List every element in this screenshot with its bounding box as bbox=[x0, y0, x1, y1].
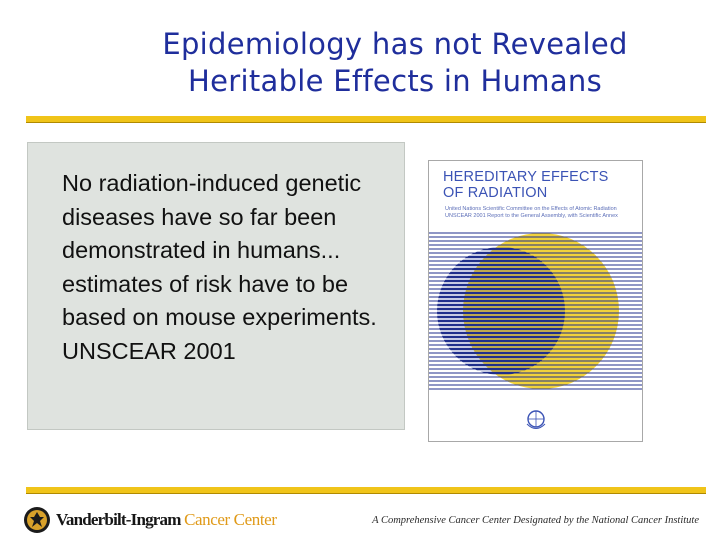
cover-subtitle: United Nations Scientific Committee on the Effects of Atomic Radiation UNSCEAR 2001 Report to the General Assembly, with Scientific Annex bbox=[445, 206, 618, 219]
brand-logo-text bbox=[56, 510, 277, 530]
cover-title bbox=[443, 169, 639, 201]
quote-source: UNSCEAR 2001 bbox=[62, 337, 236, 364]
quote-box bbox=[27, 142, 405, 430]
slide-title-line-1: Epidemiology has not Revealed bbox=[162, 27, 628, 61]
brand-name: Vanderbilt-Ingram bbox=[56, 510, 181, 529]
footer-tagline: A Comprehensive Cancer Center Designated by the National Cancer Institute bbox=[372, 515, 699, 526]
bottom-divider bbox=[26, 487, 706, 494]
top-divider bbox=[26, 116, 706, 123]
vanderbilt-oak-leaf-icon bbox=[22, 505, 52, 535]
un-emblem-icon bbox=[523, 407, 549, 433]
quote-text: No radiation-induced genetic diseases have so far been demonstrated in humans... estimates of risk have to be based on mouse experiments. bbox=[62, 170, 377, 330]
cover-sun-artwork bbox=[429, 231, 642, 391]
report-cover-image bbox=[428, 160, 643, 442]
cover-title-line-1: HEREDITARY EFFECTS bbox=[443, 169, 609, 185]
brand-accent: Cancer Center bbox=[184, 510, 277, 529]
slide-title-line-2: Heritable Effects in Humans bbox=[188, 64, 602, 98]
cover-title-line-2: OF RADIATION bbox=[443, 185, 548, 201]
quote-text-block bbox=[62, 167, 398, 368]
slide-title bbox=[110, 26, 680, 100]
